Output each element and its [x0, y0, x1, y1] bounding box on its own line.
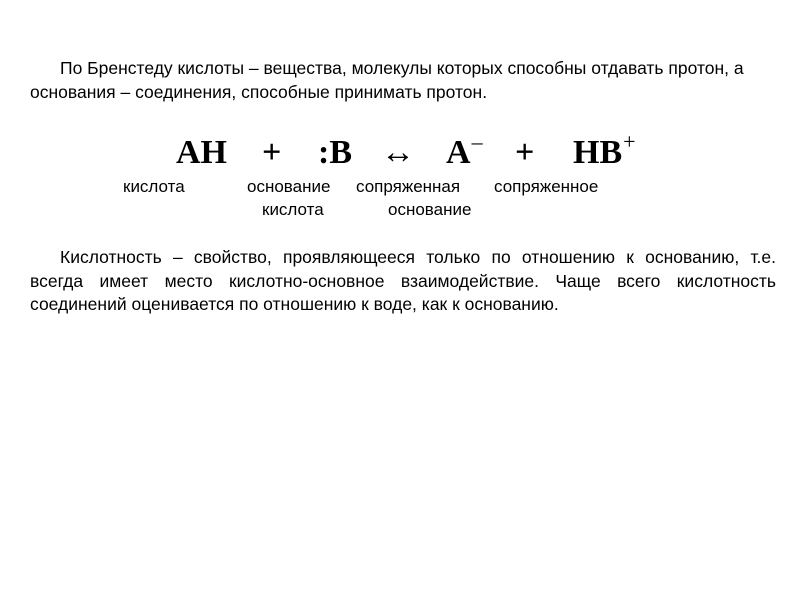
- caption-conjugate-acid-line1: [356, 176, 460, 198]
- acid-base-equation: [0, 128, 800, 178]
- bronsted-definition-paragraph: По Бренстеду кислоты – вещества, молекулы которых способны отдавать протон, а основания – соединения, способные принимать протон.: [30, 58, 744, 102]
- caption-conjugate-base-line2-text: основание: [388, 200, 472, 219]
- caption-conjugate-base-line1: [494, 176, 598, 198]
- equation-equilibrium-arrow: ↔: [381, 134, 415, 171]
- caption-acid-text: кислота: [123, 177, 185, 196]
- caption-conjugate-acid-line2-text: кислота: [262, 200, 324, 219]
- conjugate-base-symbol: A: [446, 134, 471, 171]
- negative-charge: –: [471, 129, 483, 154]
- equation-plus-sign: +: [262, 134, 282, 171]
- equation-conjugate-acid: [573, 129, 636, 172]
- equation-base: :B: [318, 134, 352, 171]
- caption-base-text: основание: [247, 177, 331, 196]
- conjugate-acid-symbol: HB: [573, 134, 623, 171]
- caption-conjugate-base-line1-text: сопряженное: [494, 177, 599, 196]
- caption-base: [247, 176, 330, 198]
- caption-conjugate-acid-line2: [262, 199, 324, 221]
- equation-conjugate-base: [446, 129, 483, 172]
- equation-acid: AH: [176, 134, 227, 171]
- acidity-paragraph: Кислотность – свойство, проявляющееся только по отношению к основанию, т.е. всегда имеет место кислотно-основное взаимодействие. Чаще всего кислотность соединений оценивается по отношению к воде, как к основанию.: [30, 247, 776, 314]
- equation-plus-sign-2: +: [515, 134, 535, 171]
- caption-acid: [123, 176, 185, 198]
- caption-conjugate-base-line2: [388, 199, 471, 221]
- positive-charge: +: [623, 129, 636, 154]
- caption-conjugate-acid-line1-text: сопряженная: [356, 177, 461, 196]
